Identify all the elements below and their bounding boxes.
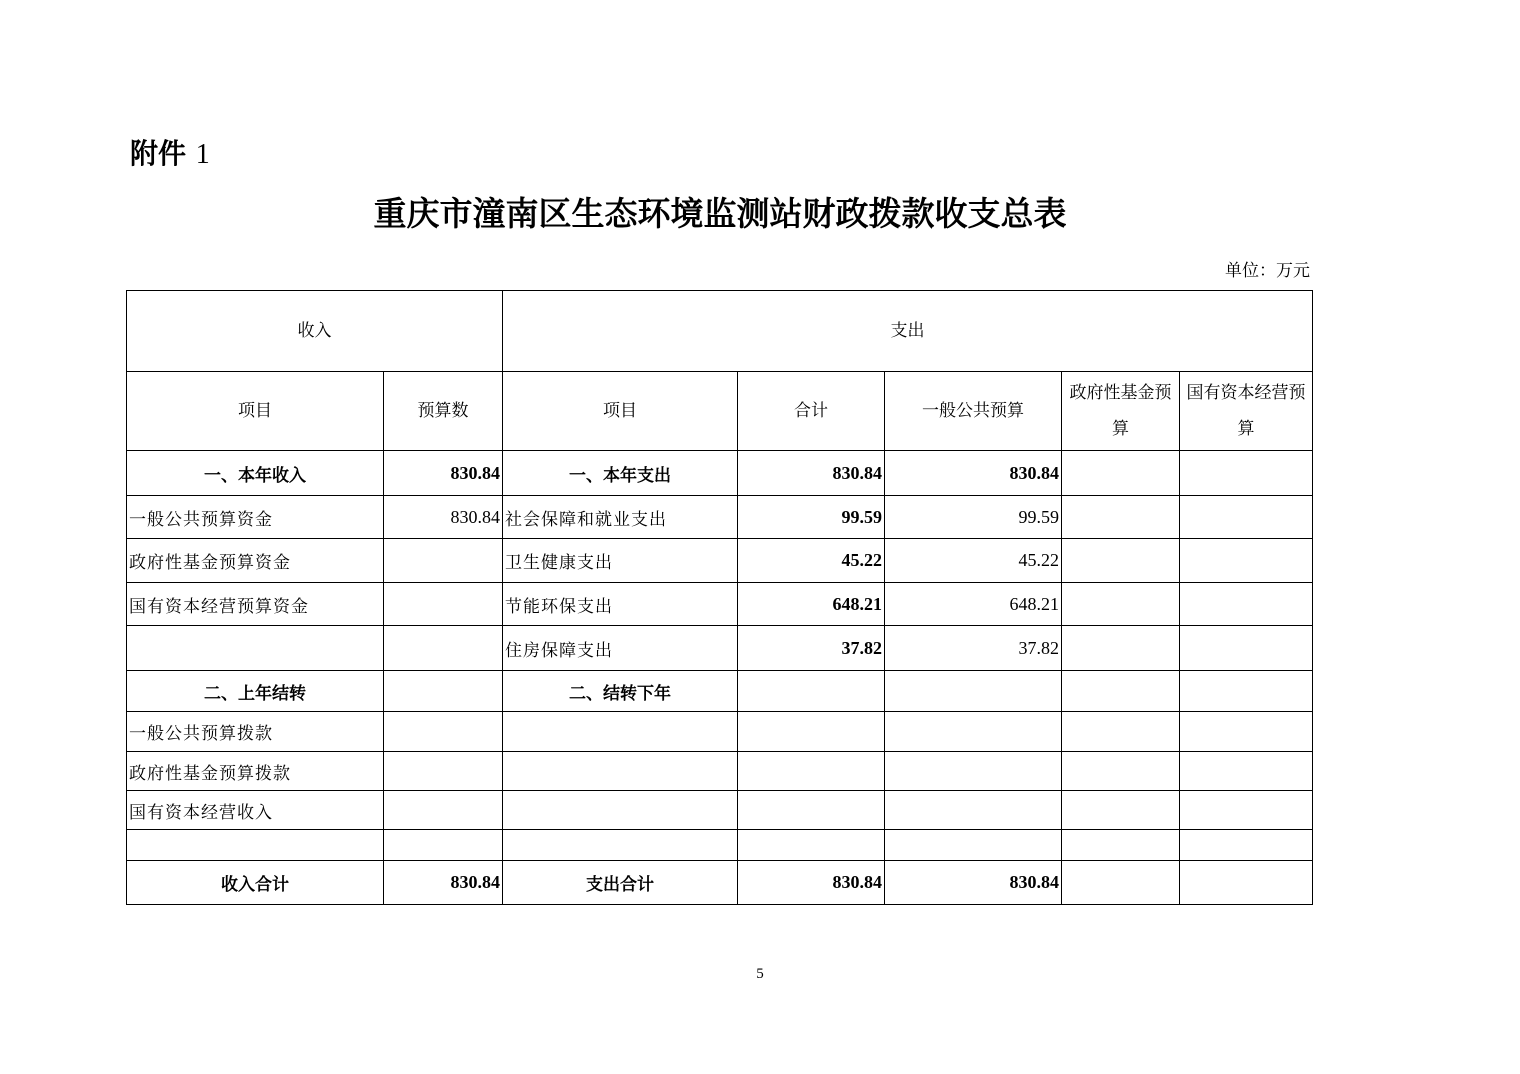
income-value (384, 830, 503, 861)
total-value (738, 752, 885, 791)
expense-item: 二、结转下年 (503, 671, 738, 712)
total-value: 648.21 (738, 583, 885, 626)
gov-fund-value (1062, 671, 1180, 712)
table-row (127, 791, 1313, 830)
table-row (127, 752, 1313, 791)
total-value (738, 712, 885, 752)
gov-fund-value (1062, 752, 1180, 791)
expense-total-label: 支出合计 (503, 861, 738, 905)
general-value: 830.84 (885, 451, 1062, 496)
gov-fund-total-value (1062, 861, 1180, 905)
income-budget-header: 预算数 (384, 372, 503, 451)
income-value (384, 583, 503, 626)
gov-fund-value (1062, 539, 1180, 583)
document-title: 重庆市潼南区生态环境监测站财政拨款收支总表 (373, 194, 1067, 233)
income-item: 政府性基金预算资金 (127, 539, 384, 583)
expense-item: 节能环保支出 (503, 583, 738, 626)
income-value (384, 539, 503, 583)
expense-item: 一、本年支出 (503, 451, 738, 496)
gov-fund-value (1062, 626, 1180, 671)
general-value (885, 671, 1062, 712)
gov-fund-value (1062, 712, 1180, 752)
state-capital-value (1180, 830, 1313, 861)
state-capital-value (1180, 752, 1313, 791)
general-value (885, 830, 1062, 861)
general-value: 37.82 (885, 626, 1062, 671)
income-total-value: 830.84 (384, 861, 503, 905)
table-row (127, 496, 1313, 539)
income-item (127, 626, 384, 671)
general-value: 99.59 (885, 496, 1062, 539)
total-header: 合计 (738, 372, 885, 451)
general-value (885, 752, 1062, 791)
income-value (384, 671, 503, 712)
income-total-label: 收入合计 (127, 861, 384, 905)
general-value: 45.22 (885, 539, 1062, 583)
table-row (127, 451, 1313, 496)
general-value (885, 712, 1062, 752)
state-capital-value (1180, 496, 1313, 539)
total-value: 45.22 (738, 539, 885, 583)
total-value (738, 791, 885, 830)
state-capital-value (1180, 583, 1313, 626)
header-row-2 (127, 372, 1313, 451)
expense-item (503, 712, 738, 752)
attachment-text: 附件 (130, 137, 187, 170)
page-number: 5 (756, 966, 764, 982)
total-value (738, 830, 885, 861)
expense-item (503, 791, 738, 830)
table-row (127, 671, 1313, 712)
table-row (127, 583, 1313, 626)
state-capital-total-value (1180, 861, 1313, 905)
income-value (384, 626, 503, 671)
gov-fund-value (1062, 830, 1180, 861)
gov-fund-value (1062, 451, 1180, 496)
expense-header: 支出 (503, 291, 1313, 372)
expense-total-value: 830.84 (738, 861, 885, 905)
state-capital-value (1180, 451, 1313, 496)
attachment-number: 1 (195, 139, 210, 170)
table-row (127, 830, 1313, 861)
expense-item (503, 752, 738, 791)
income-item: 国有资本经营收入 (127, 791, 384, 830)
total-value: 99.59 (738, 496, 885, 539)
income-value (384, 791, 503, 830)
income-item: 二、上年结转 (127, 671, 384, 712)
income-value: 830.84 (384, 496, 503, 539)
income-item: 一般公共预算拨款 (127, 712, 384, 752)
state-capital-value (1180, 626, 1313, 671)
gov-fund-value (1062, 791, 1180, 830)
unit-label: 单位：万元 (1225, 261, 1310, 281)
total-value: 37.82 (738, 626, 885, 671)
state-capital-value (1180, 791, 1313, 830)
general-value (885, 791, 1062, 830)
table-row (127, 626, 1313, 671)
totals-row (127, 861, 1313, 905)
attachment-label (130, 132, 210, 172)
total-value (738, 671, 885, 712)
general-total-value: 830.84 (885, 861, 1062, 905)
expense-item: 卫生健康支出 (503, 539, 738, 583)
state-capital-header: 国有资本经营预算 (1180, 372, 1313, 451)
state-capital-value (1180, 712, 1313, 752)
income-value (384, 752, 503, 791)
income-value (384, 712, 503, 752)
income-item: 一、本年收入 (127, 451, 384, 496)
general-budget-header: 一般公共预算 (885, 372, 1062, 451)
expense-item: 住房保障支出 (503, 626, 738, 671)
state-capital-value (1180, 539, 1313, 583)
table-row (127, 539, 1313, 583)
table-row (127, 712, 1313, 752)
income-item: 国有资本经营预算资金 (127, 583, 384, 626)
expense-item (503, 830, 738, 861)
gov-fund-value (1062, 496, 1180, 539)
income-item (127, 830, 384, 861)
income-item: 政府性基金预算拨款 (127, 752, 384, 791)
expense-item-header: 项目 (503, 372, 738, 451)
general-value: 648.21 (885, 583, 1062, 626)
income-value: 830.84 (384, 451, 503, 496)
gov-fund-header: 政府性基金预算 (1062, 372, 1180, 451)
header-row-1 (127, 291, 1313, 372)
total-value: 830.84 (738, 451, 885, 496)
income-item: 一般公共预算资金 (127, 496, 384, 539)
income-item-header: 项目 (127, 372, 384, 451)
finance-table (126, 290, 1313, 905)
gov-fund-value (1062, 583, 1180, 626)
income-header: 收入 (127, 291, 503, 372)
expense-item: 社会保障和就业支出 (503, 496, 738, 539)
state-capital-value (1180, 671, 1313, 712)
